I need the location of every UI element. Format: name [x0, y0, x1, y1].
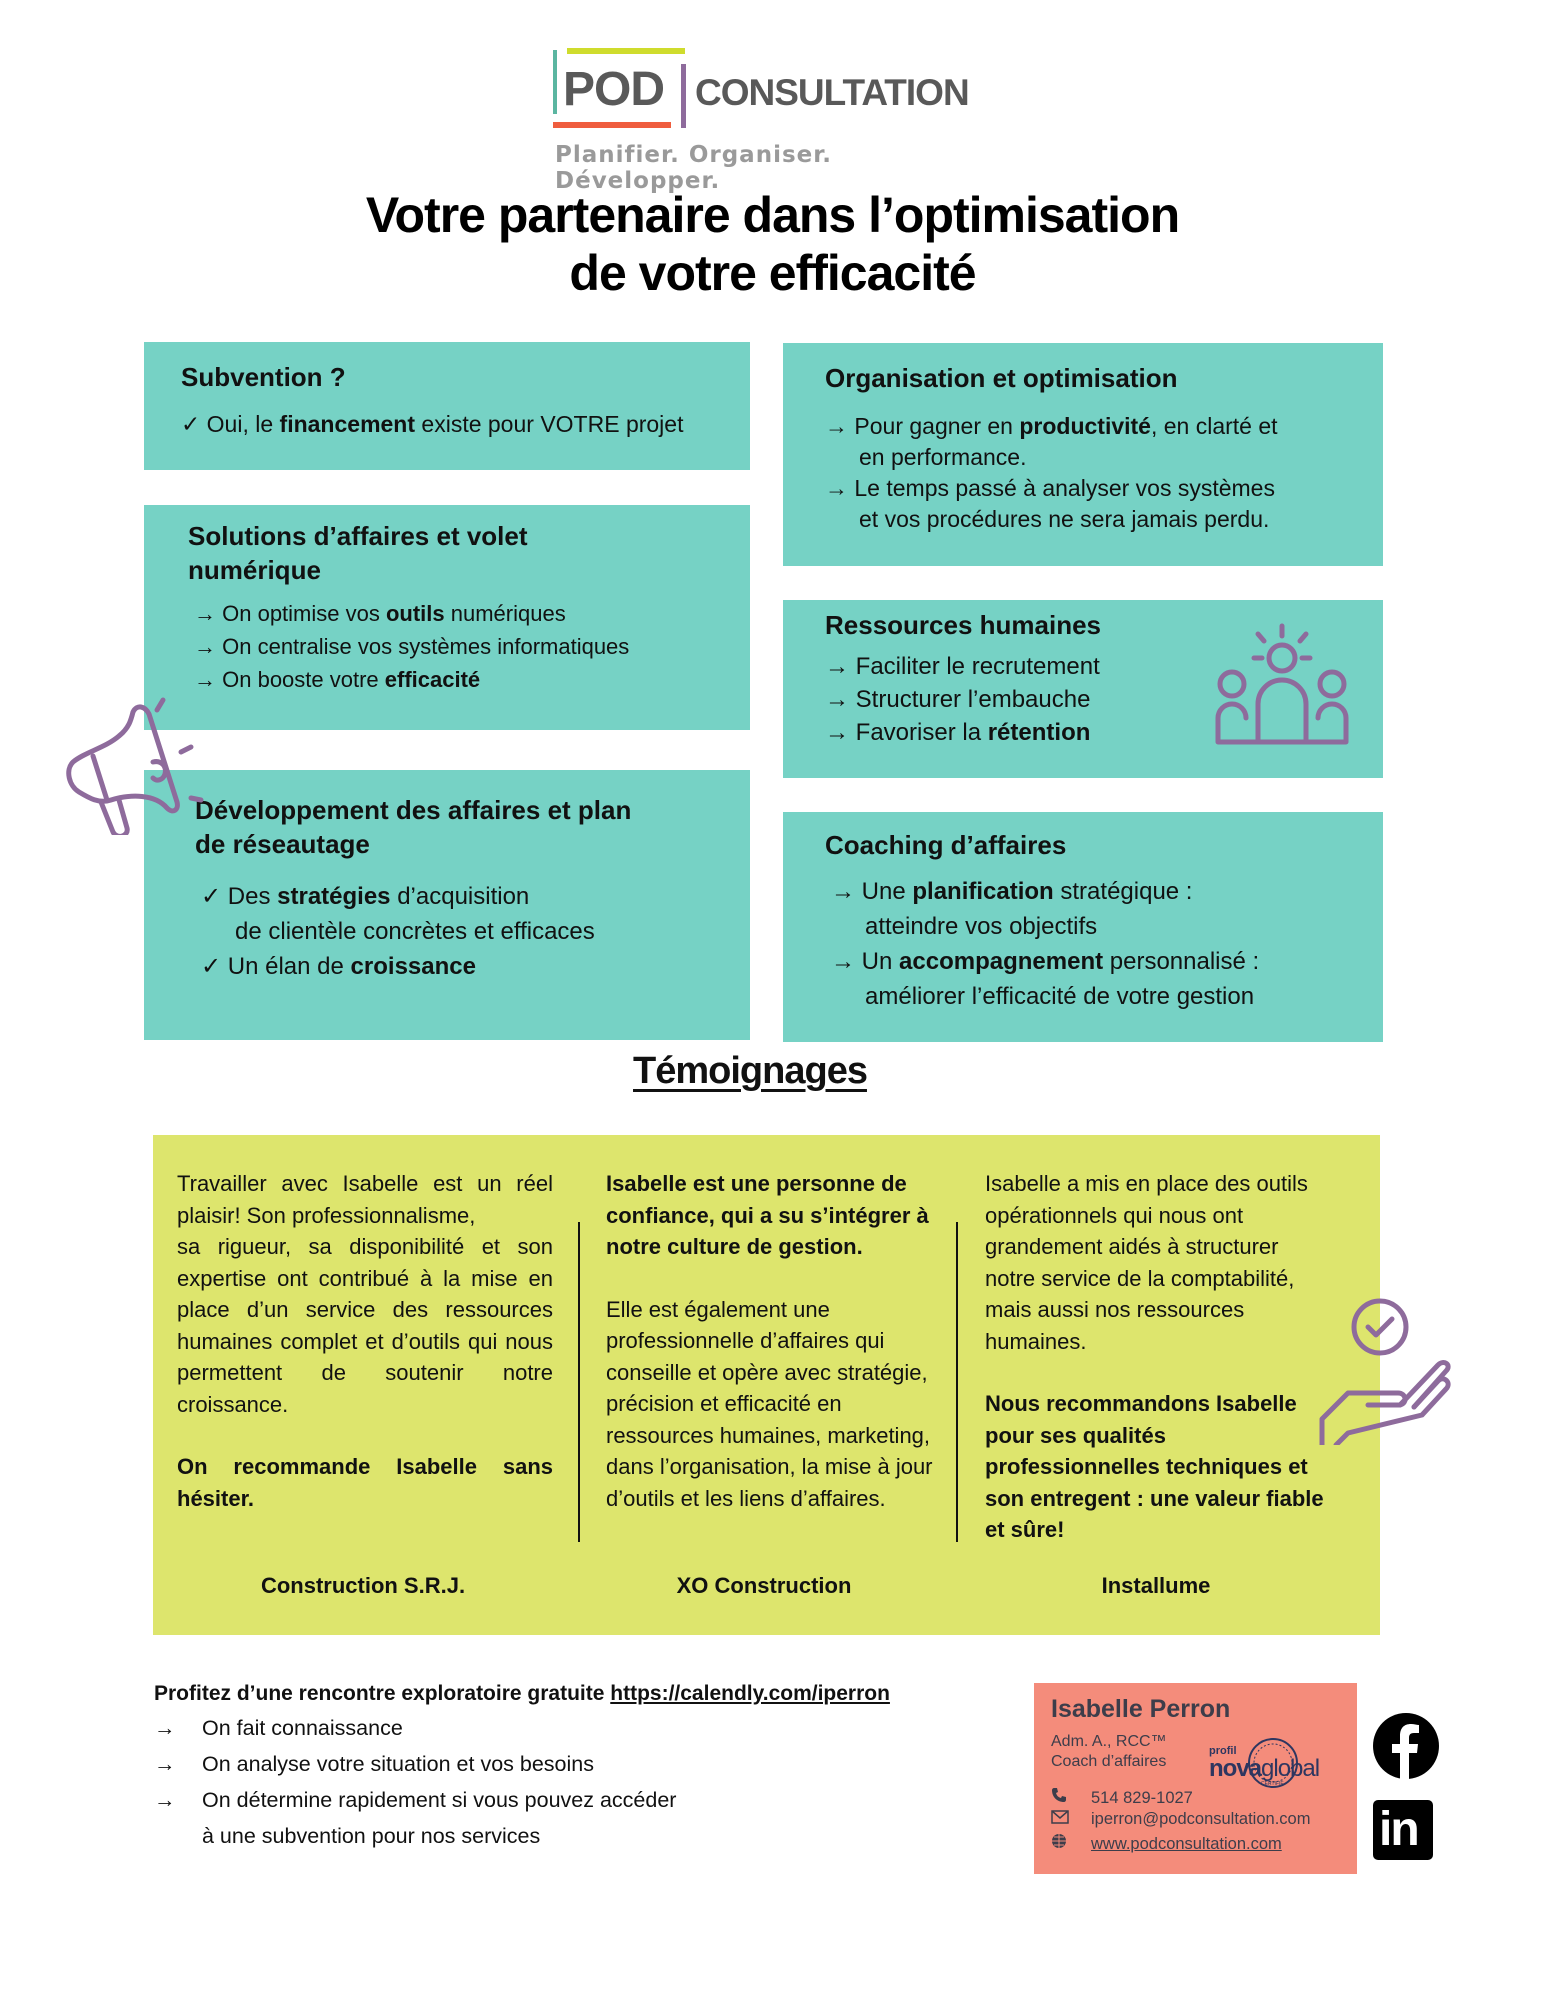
card-coaching [783, 812, 1383, 1042]
arrow-icon: → [825, 475, 848, 501]
contact-role: Coach d’affaires [1051, 1753, 1167, 1770]
logo [553, 48, 973, 194]
cta-item: à une subvention pour nos services [202, 1824, 541, 1848]
arrow-icon: → [831, 878, 855, 905]
contact-credentials: Adm. A., RCC™ [1051, 1733, 1167, 1750]
logo-bar-top [567, 48, 685, 54]
card-item: → On optimise vos outils numériques [194, 601, 566, 626]
card-item: → Favoriser la rétention [825, 719, 1091, 746]
card-title: Subvention ? [181, 362, 346, 392]
card-item: → Pour gagner en productivité, en clarté et en performance. [825, 413, 1278, 470]
arrow-icon: → [825, 413, 848, 439]
check-icon: ✓ [181, 411, 201, 437]
logo-bar-left [553, 50, 557, 114]
card-organisation [783, 343, 1383, 566]
hand-check-icon [1318, 1295, 1458, 1445]
cta-lead: Profitez d’une rencontre exploratoire gratuite https://calendly.com/iperron [154, 1682, 890, 1705]
novaglobal-badge: profil novaglobal CERTIFIÉ [1209, 1735, 1329, 1791]
logo-bar-right [681, 64, 686, 128]
arrow-icon: → [194, 634, 216, 659]
card-subvention [144, 342, 750, 470]
facebook-icon[interactable] [1373, 1713, 1439, 1779]
card-item: → Faciliter le recrutement [825, 653, 1100, 680]
arrow-icon: → [154, 1752, 176, 1776]
card-ressources-humaines [783, 600, 1383, 778]
testimonial-company: XO Construction [676, 1573, 852, 1598]
arrow-icon: → [154, 1788, 176, 1812]
testimonial-divider [956, 1222, 958, 1542]
arrow-icon: → [825, 653, 849, 680]
cta-section [154, 1678, 890, 1854]
testimonial-1: Travailler avec Isabelle est un réel plaisir! Son professionnalisme, sa rigueur, sa disponibilité et son expertise ont contribué à la mise en place d’un service des ressources humaines complet et d’outils qui nous permettent de soutenir notre croissance. On recommande Isabelle sans hésiter. [177, 1171, 553, 1511]
mail-icon [1051, 1810, 1091, 1829]
testimonials-heading-wrap [600, 1050, 900, 1093]
check-icon: ✓ [201, 883, 222, 910]
card-item: ✓ Oui, le financement existe pour VOTRE projet [181, 411, 684, 437]
card-title: Organisation et optimisation [825, 363, 1178, 393]
contact-website: www.podconsultation.com [1051, 1833, 1282, 1854]
cta-item: → On analyse votre situation et vos besoins [154, 1746, 890, 1782]
phone-icon [1051, 1787, 1091, 1808]
arrow-icon: → [831, 948, 855, 975]
linkedin-icon[interactable]: in [1373, 1800, 1433, 1860]
megaphone-icon [55, 690, 215, 835]
card-title: Coaching d’affaires [825, 830, 1067, 860]
testimonial-divider [578, 1222, 580, 1542]
page-title-line2: de votre efficacité [569, 245, 976, 301]
testimonial-company: Construction S.R.J. [260, 1573, 466, 1598]
cta-item: → On détermine rapidement si vous pouvez accéder [154, 1782, 890, 1818]
arrow-icon: → [194, 667, 216, 692]
card-item: → On booste votre efficacité [194, 667, 481, 692]
testimonial-company: Installume [1101, 1573, 1211, 1598]
card-item: → Structurer l’embauche [825, 686, 1091, 713]
cta-item: → On fait connaissance [154, 1710, 890, 1746]
card-title: Solutions d’affaires et volet numérique [188, 521, 528, 585]
card-item: ✓ Un élan de croissance [201, 953, 476, 980]
card-title: Ressources humaines [825, 610, 1102, 640]
testimonial-3: Isabelle a mis en place des outils opérationnels qui nous ont grandement aidés à structurer notre service de la comptabilité, mais aussi nos ressources humaines. Nous recommandons Isabelle pour ses qualités professionnelles techniques et son entregent : une valeur fiable et sûre! [985, 1171, 1324, 1542]
arrow-icon: → [154, 1716, 176, 1740]
card-developpement [144, 770, 750, 1040]
arrow-icon: → [194, 601, 216, 626]
logo-bar-bottom [553, 122, 671, 128]
page-title-line1: Votre partenaire dans l’optimisation [365, 187, 1180, 243]
card-item: → On centralise vos systèmes informatiques [194, 634, 630, 659]
card-item: → Une planification stratégique : atteindre vos objectifs [831, 878, 1193, 940]
contact-email: iperron@podconsultation.com [1051, 1810, 1310, 1829]
testimonial-2: Isabelle est une personne de confiance, qui a su s’intégrer à notre culture de gestion. Elle est également une professionnelle d’affaires qui conseille et opère avec stratégie, précision et efficacité en ressources humaines, marketing, dans l’organisation, la mise à jour d’outils et les liens d’affaires. [606, 1171, 933, 1511]
card-title: Développement des affaires et plan de réseautage [195, 795, 632, 859]
team-icon [1210, 620, 1355, 750]
page-title [200, 186, 1345, 302]
calendly-link[interactable]: https://calendly.com/iperron [610, 1682, 890, 1705]
check-icon: ✓ [201, 953, 222, 980]
arrow-icon: → [825, 686, 849, 713]
logo-brand: POD [563, 63, 665, 116]
arrow-icon: → [825, 719, 849, 746]
card-solutions [144, 505, 750, 730]
card-item: → Le temps passé à analyser vos systèmes et vos procédures ne sera jamais perdu. [825, 475, 1275, 532]
card-item: ✓ Des stratégies d’acquisition de clientèle concrètes et efficaces [201, 883, 595, 945]
card-item: → Un accompagnement personnalisé : améliorer l’efficacité de votre gestion [831, 948, 1260, 1010]
contact-phone: 514 829-1027 [1051, 1787, 1193, 1808]
testimonials-heading: Témoignages [633, 1050, 867, 1092]
contact-name: Isabelle Perron [1051, 1695, 1231, 1723]
logo-name: CONSULTATION [695, 72, 969, 113]
contact-card [1034, 1683, 1357, 1874]
logo-tagline: Planifier. Organiser. Développer. [555, 142, 833, 194]
globe-icon [1051, 1833, 1091, 1854]
